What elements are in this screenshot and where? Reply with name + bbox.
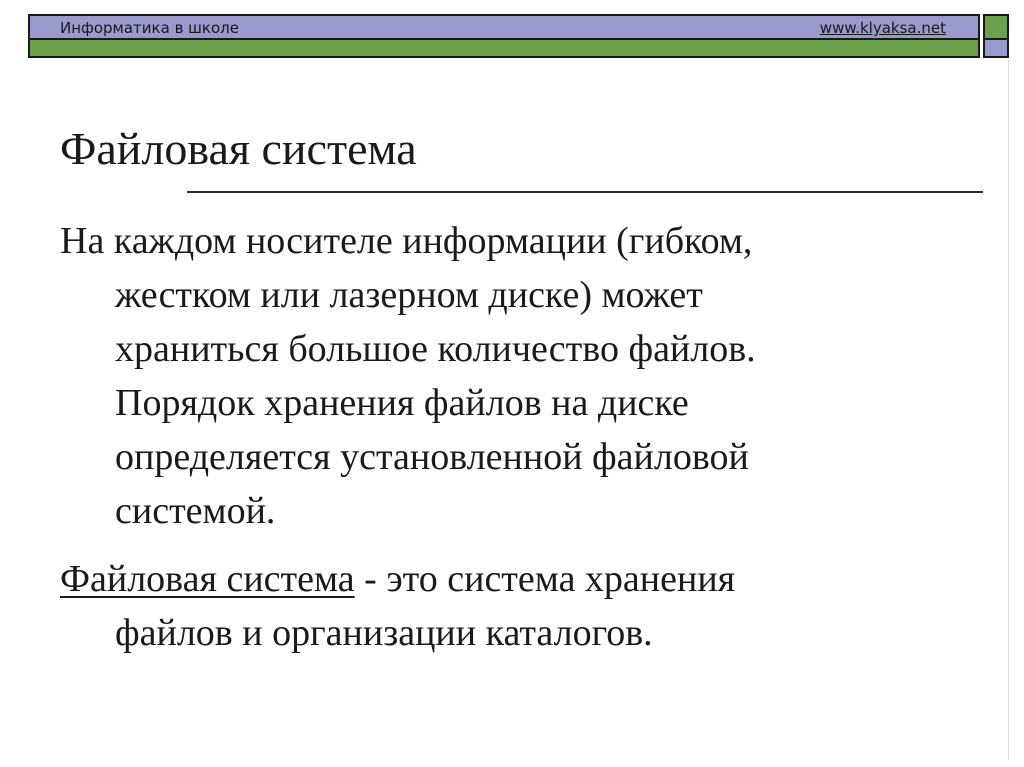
header-side-block (983, 14, 1009, 58)
slide-title: Файловая система (60, 123, 417, 174)
paragraph-line: храниться большое количество файлов. (115, 328, 756, 370)
defined-term: Файловая система (60, 558, 355, 600)
header-band (28, 14, 980, 58)
right-edge-rule (1008, 60, 1009, 760)
side-block-bottom (985, 40, 1007, 56)
site-title: Информатика в школе (60, 19, 239, 37)
title-divider (187, 191, 983, 193)
side-block-top (985, 16, 1007, 40)
definition-text: - это система хранения (354, 558, 736, 600)
paragraph-file-storage (60, 214, 960, 538)
header-top-band (30, 16, 978, 40)
paragraph-line: системой. (115, 490, 276, 532)
paragraph-definition (60, 552, 960, 660)
definition-line (60, 552, 960, 606)
paragraph-line: Порядок хранения файлов на диске (115, 382, 689, 424)
definition-line: файлов и организации каталогов. (115, 612, 653, 654)
paragraph-line: На каждом носителе информации (гибком, (60, 220, 753, 262)
header-bottom-band (30, 40, 978, 56)
paragraph-line: определяется установленной файловой (115, 436, 749, 478)
paragraph-line: жестком или лазерном диске) может (115, 274, 703, 316)
site-url-link[interactable]: www.klyaksa.net (819, 19, 946, 37)
